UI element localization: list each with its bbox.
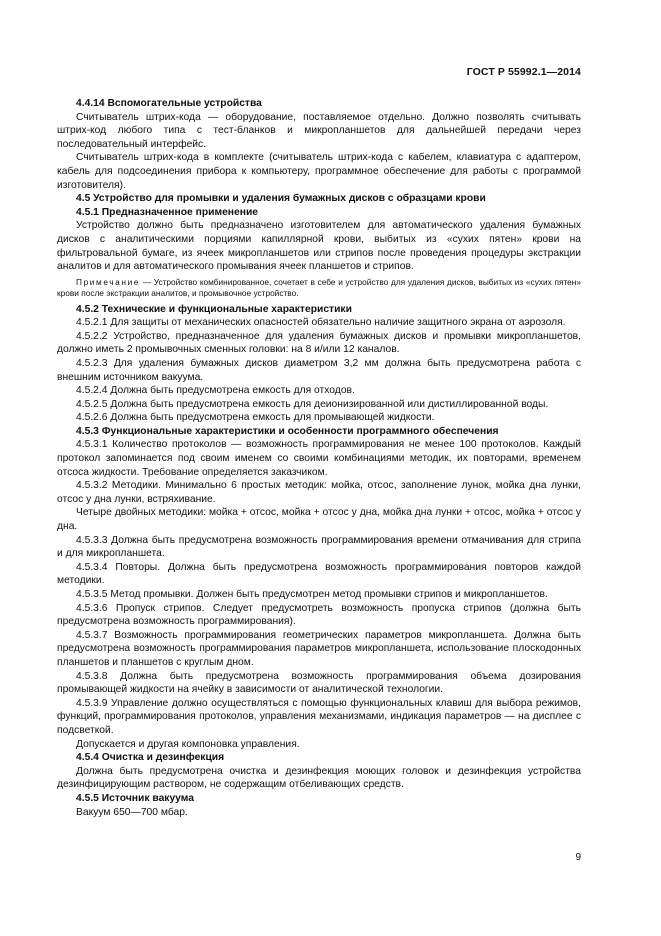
paragraph: 4.5.3.2 Методики. Минимально 6 простых методик: мойка, отсос, заполнение лунок, мойка дна лунки, отсос у дна лунки, встряхивание. bbox=[57, 480, 581, 505]
paragraph: 4.5.2.6 Должна быть предусмотрена емкость для промывающей жидкости. bbox=[76, 412, 435, 424]
section-heading-4-5-5: 4.5.5 Источник вакуума bbox=[76, 792, 194, 804]
note-label: Примечание bbox=[76, 276, 141, 287]
paragraph: 4.5.3.4 Повторы. Должна быть предусмотрена возможность программирования повторов каждой методики. bbox=[57, 561, 581, 587]
paragraph: Считыватель штрих-кода — оборудование, поставляемое отдельно. Должно позволять считывать штрих-код любого типа с тест-бланков и микропланшетов для дальнейшей передачи через последовательный интерфейс. bbox=[57, 111, 581, 150]
paragraph: Четыре двойных методики: мойка + отсос, мойка + отсос у дна, мойка дна лунки + отсос, мойка + отсос у дна. bbox=[57, 507, 581, 533]
paragraph: 4.5.3.3 Должна быть предусмотрена возможность программирования времени отмачивания для стрипа и для микропланшета. bbox=[57, 534, 581, 560]
section-heading-4-5-4: 4.5.4 Очистка и дезинфекция bbox=[76, 752, 225, 764]
paragraph: Вакуум 650—700 мбар. bbox=[76, 806, 188, 818]
paragraph: 4.5.2.1 Для защиты от механических опасностей обязательно наличие защитного экрана от аэрозоля. bbox=[76, 317, 566, 329]
document-body bbox=[57, 97, 581, 819]
paragraph: Устройство должно быть предназначено изготовителем для автоматического удаления бумажных дисков с аналитическими порциями капиллярной крови, выбитых из «сухих пятен» крови на фильтровальной бумаге, из ячеек микропланшетов или стрипов после проведения процедуры экстракции аналитов и для автоматического промывания ячеек планшетов и стрипов. bbox=[57, 220, 581, 273]
paragraph: 4.5.3.5 Метод промывки. Должен быть предусмотрен метод промывки стрипов и микропланшетов. bbox=[76, 589, 548, 600]
document-code: ГОСТ Р 55992.1—2014 bbox=[466, 66, 581, 78]
paragraph: Считыватель штрих-кода в комплекте (считыватель штрих-кода с кабелем, клавиатура с адаптером, кабель для подсоединения прибора к компьютеру, программное обеспечение для работы с программой изготовителя). bbox=[57, 152, 581, 191]
paragraph: 4.5.2.4 Должна быть предусмотрена емкость для отходов. bbox=[76, 385, 355, 397]
page-number: 9 bbox=[575, 852, 581, 863]
paragraph: Допускается и другая компоновка управления. bbox=[76, 738, 300, 750]
paragraph: 4.5.3.1 Количество протоколов — возможность программирования не менее 100 протоколов. Каждый протокол запоминается под своим именем со своими комбинациями методик, их повторами, временем отсоса жидкости. Требование определяется заказчиком. bbox=[57, 439, 581, 478]
paragraph: 4.5.2.3 Для удаления бумажных дисков диаметром 3,2 мм должна быть предусмотрена работа с внешним источником вакуума. bbox=[57, 357, 581, 383]
paragraph: 4.5.2.2 Устройство, предназначенное для удаления бумажных дисков и промывки микропланшетов, должно иметь 2 промывочных сменных головки: на 8 и/или 12 каналов. bbox=[57, 330, 581, 356]
note-paragraph bbox=[57, 277, 581, 300]
section-heading-4-4-14: 4.4.14 Вспомогательные устройства bbox=[76, 98, 262, 109]
paragraph: 4.5.3.9 Управление должно осуществляться с помощью функциональных клавиш для выбора режимов, функций, программирования протоколов, управления механизмами, индикация параметров — на дисплее с подсветкой. bbox=[57, 697, 581, 736]
note-text: — Устройство комбинированное, сочетает в себе и устройство для удаления дисков, выбитых из «сухих пятен» крови после экстракции аналитов, и промывочное устройство. bbox=[57, 276, 581, 299]
section-heading-4-5-2: 4.5.2 Технические и функциональные характеристики bbox=[76, 303, 352, 315]
paragraph: 4.5.3.6 Пропуск стрипов. Следует предусмотреть возможность пропуска стрипов (должна быть предусмотрена возможность программирования). bbox=[57, 602, 581, 628]
section-heading-4-5-1: 4.5.1 Предназначенное применение bbox=[76, 206, 259, 218]
paragraph: Должна быть предусмотрена очистка и дезинфекция моющих головок и дезинфекция устройства дезинфицирующим раствором, не содержащим отбеливающих средств. bbox=[57, 765, 581, 791]
section-heading-4-5-3: 4.5.3 Функциональные характеристики и особенности программного обеспечения bbox=[76, 425, 499, 437]
paragraph: 4.5.3.8 Должна быть предусмотрена возможность программирования объема дозирования промывающей жидкости на ячейку в зависимости от аналитической технологии. bbox=[57, 670, 581, 696]
section-heading-4-5: 4.5 Устройство для промывки и удаления бумажных дисков с образцами крови bbox=[76, 193, 486, 205]
paragraph: 4.5.2.5 Должна быть предусмотрена емкость для деионизированной или дистиллированной воды. bbox=[76, 398, 549, 410]
paragraph: 4.5.3.7 Возможность программирования геометрических параметров микропланшета. Должна быть предусмотрена возможность программирования параметров микропланшета, использование плоскодонных планшетов и планшетов с круглым дном. bbox=[57, 629, 581, 668]
